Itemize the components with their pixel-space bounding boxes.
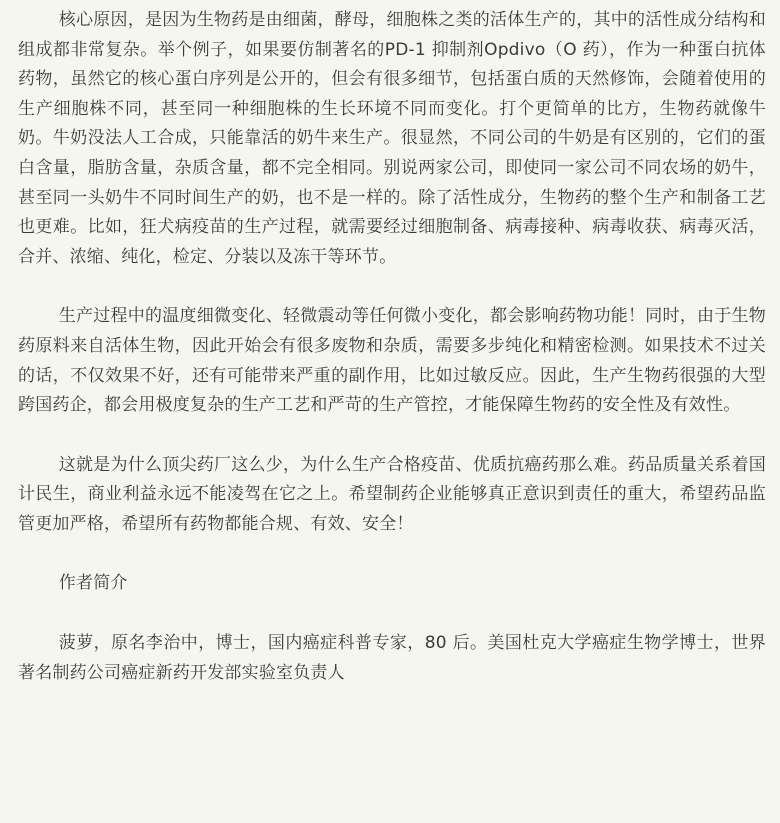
author-intro-heading: 作者简介: [58, 572, 128, 593]
paragraph-biologics-complexity: 核心原因，是因为生物药是由细菌，酵母，细胞株之类的活体生产的，其中的活性成分结构和组成都非常复杂。举个例子，如果要仿制著名的PD-1 抑制剂Opdivo（O 药），作为一种蛋白抗体药物，虽然它的核心蛋白序列是公开的，但会有很多细节，包括蛋白质的天然修饰，会随着使用的生产细胞株不同，甚至同一种细胞株的生长环境不同而变化。打个更简单的比方，生物药就像牛奶。牛奶没法人工合成，只能靠活的奶牛来生产。很显然，不同公司的牛奶是有区别的，它们的蛋白含量，脂肪含量，杂质含量，都不完全相同。别说两家公司，即使同一家公司不同农场的奶牛，甚至同一头奶牛不同时间生产的奶，也不是一样的。除了活性成分，生物药的整个生产和制备工艺也更难。比如，狂犬病疫苗的生产过程，就需要经过细胞制备、病毒接种、病毒收获、病毒灭活，合并、浓缩、纯化，检定、分装以及冻干等环节。: [18, 10, 766, 267]
paragraph-conclusion: 这就是为什么顶尖药厂这么少，为什么生产合格疫苗、优质抗癌药那么难。药品质量关系着国计民生，商业利益永远不能凌驾在它之上。希望制药企业能够真正意识到责任的重大，希望药品监管更加严格，希望所有药物都能合规、有效、安全！: [18, 454, 766, 534]
paragraph-production-control: 生产过程中的温度细微变化、轻微震动等任何微小变化，都会影响药物功能！同时，由于生物药原料来自活体生物，因此开始会有很多废物和杂质，需要多步纯化和精密检测。如果技术不过关的话，不仅效果不好，还有可能带来严重的副作用，比如过敏反应。因此，生产生物药很强的大型跨国药企，都会用极度复杂的生产工艺和严苛的生产管控，才能保障生物药的安全性及有效性。: [18, 306, 766, 416]
author-bio: 菠萝，原名李治中，博士，国内癌症科普专家，80 后。美国杜克大学癌症生物学博士，世界著名制药公司癌症新药开发部实验室负责人: [18, 633, 766, 683]
